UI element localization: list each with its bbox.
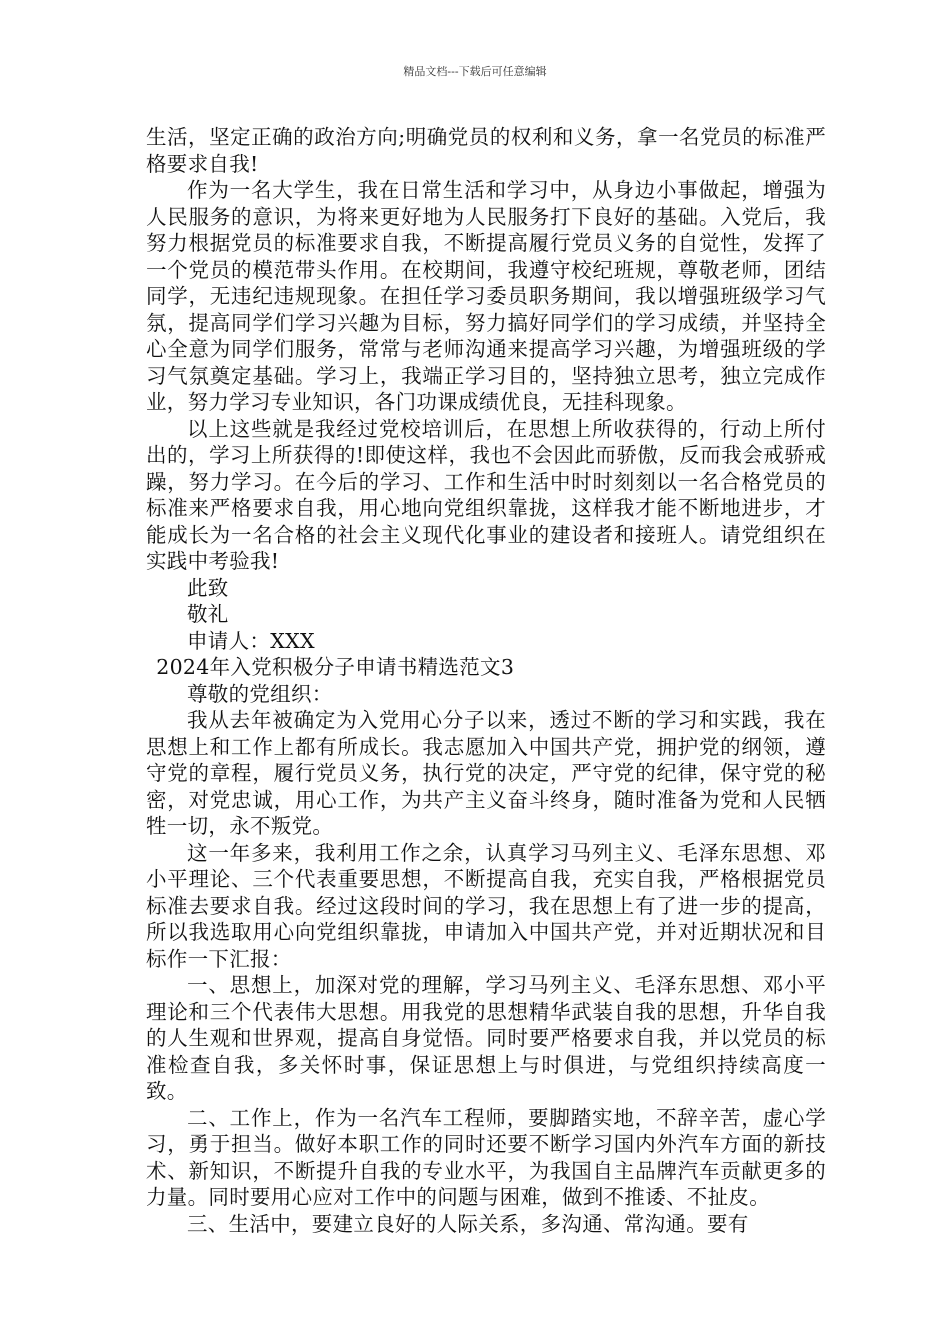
paragraph-ideology: 一、思想上，加深对党的理解，学习马列主义、毛泽东思想、邓小平理论和三个代表伟大思想。用我党的思想精华武装自我的思想，升华自我的人生观和世界观，提高自身觉悟。同时要严格要求自我，并以党员的标准检查自我，多关怀时事，保证思想上与时俱进，与党组织持续高度一致。 [146, 973, 826, 1103]
paragraph-continuation: 生活，坚定正确的政治方向;明确党员的权利和义务，拿一名党员的标准严格要求自我! [146, 125, 826, 176]
paragraph-work: 二、工作上，作为一名汽车工程师，要脚踏实地，不辞辛苦，虚心学习，勇于担当。做好本职工作的同时还要不断学习国内外汽车方面的新技术、新知识，不断提升自我的专业水平，为我国自主品牌汽车贡献更多的力量。同时要用心应对工作中的问题与困难，做到不推诿、不扯皮。 [146, 1105, 826, 1209]
paragraph-student-life: 作为一名大学生，我在日常生活和学习中，从身边小事做起，增强为人民服务的意识，为将来更好地为人民服务打下良好的基础。入党后，我努力根据党员的标准要求自我，不断提高履行党员义务的自觉性，发挥了一个党员的模范带头作用。在校期间，我遵守校纪班规，尊敬老师，团结同学，无违纪违规现象。在担任学习委员职务期间，我以增强班级学习气氛，提高同学们学习兴趣为目标，努力搞好同学们的学习成绩，并坚持全心全意为同学们服务，常常与老师沟通来提高学习兴趣，为增强班级的学习气氛奠定基础。学习上，我端正学习目的，坚持独立思考，独立完成作业，努力学习专业知识，各门功课成绩优良，无挂科现象。 [146, 178, 826, 414]
paragraph-life: 三、生活中，要建立良好的人际关系，多沟通、常沟通。要有 [187, 1211, 749, 1236]
closing-salutation: 此致 [187, 575, 229, 600]
section-title: 2024年入党积极分子申请书精选范文3 [156, 655, 515, 679]
closing-regards: 敬礼 [187, 602, 229, 626]
paragraph-party-school: 以上这些就是我经过党校培训后，在思想上所收获得的，行动上所付出的，学习上所获得的!即使这样，我也不会因此而骄傲，反而我会戒骄戒躁，努力学习。在今后的学习、工作和生活中时时刻刻以一名合格党员的标准来严格要求自我，用心地向党组织靠拢，这样我才能不断地进步，才能成长为一名合格的社会主义现代化事业的建设者和接班人。请党组织在实践中考验我! [146, 416, 826, 573]
greeting: 尊敬的党组织： [187, 681, 333, 706]
paragraph-intro: 我从去年被确定为入党用心分子以来，透过不断的学习和实践，我在思想上和工作上都有所成长。我志愿加入中国共产党，拥护党的纲领，遵守党的章程，履行党员义务，执行党的决定，严守党的纪律，保守党的秘密，对党忠诚，用心工作，为共产主义奋斗终身，随时准备为党和人民牺牲一切，永不叛党。 [146, 708, 826, 838]
page-header: 精品文档---下载后可任意编辑 [403, 65, 547, 78]
applicant-signature: 申请人：XXX [187, 628, 315, 653]
document-body [146, 124, 826, 1237]
paragraph-study: 这一年多来，我利用工作之余，认真学习马列主义、毛泽东思想、邓小平理论、三个代表重要思想，不断提高自我，充实自我，严格根据党员标准去要求自我。经过这段时间的学习，我在思想上有了进一步的提高，所以我选取用心向党组织靠拢，申请加入中国共产党，并对近期状况和目标作一下汇报： [146, 840, 826, 971]
